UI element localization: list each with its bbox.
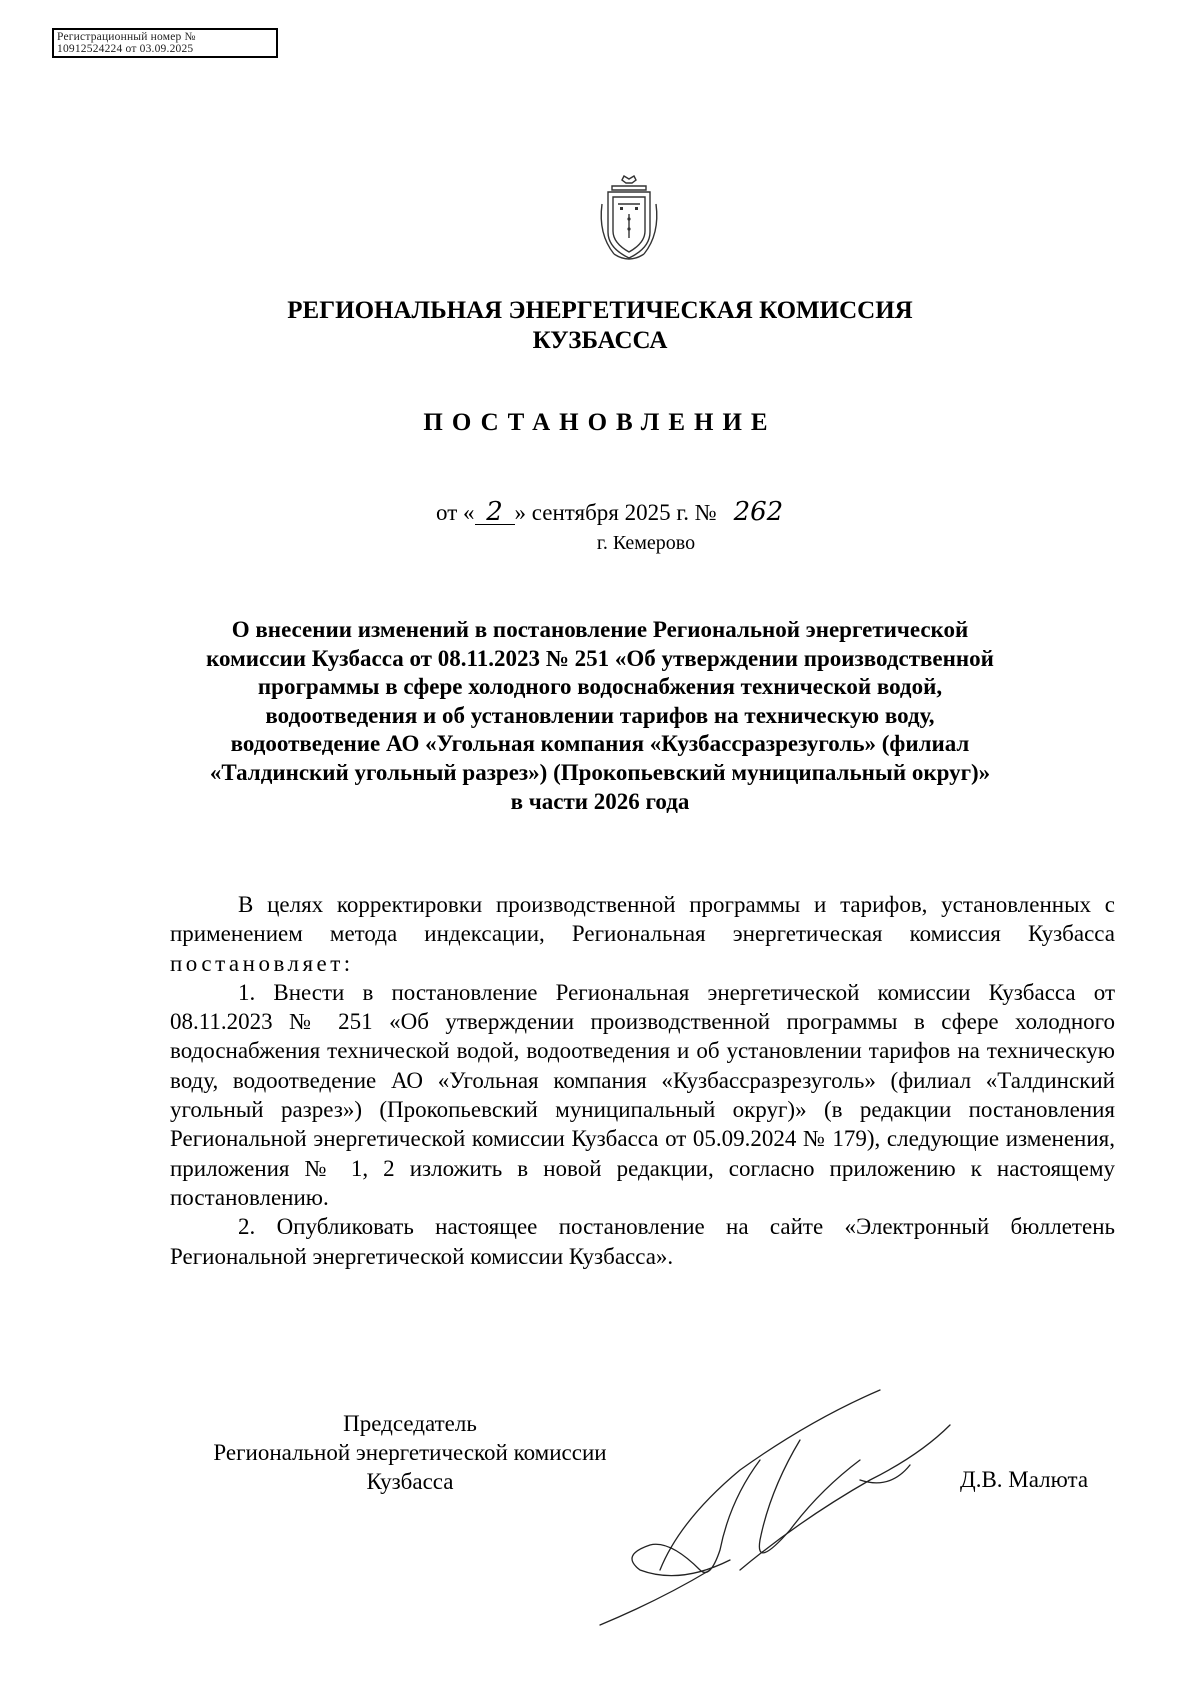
registration-stamp: [52, 28, 278, 58]
signer-title-line-3: Кузбасса: [366, 1469, 454, 1494]
subject-line-2: комиссии Кузбасса от 08.11.2023 № 251 «Об утверждении производственной: [206, 645, 994, 671]
organization-line-1: РЕГИОНАЛЬНАЯ ЭНЕРГЕТИЧЕСКАЯ КОМИССИЯ: [287, 297, 913, 324]
organization-line-2: КУЗБАССА: [532, 327, 668, 354]
subject-line-1: О внесении изменений в постановление Региональной энергетической: [231, 617, 969, 642]
coat-of-arms-emblem-icon: [594, 174, 664, 264]
date-prefix: от «: [436, 500, 475, 525]
handwritten-signature-icon: [560, 1370, 1000, 1630]
signer-title-line-1: Председатель: [343, 1411, 477, 1436]
subject-line-7: в части 2026 года: [510, 788, 690, 814]
subject-line-6: «Талдинский угольный разрез») (Прокопьевский муниципальный округ)»: [209, 759, 991, 785]
decree-word: постановляет:: [170, 950, 354, 976]
signer-name: Д.В. Малюта: [960, 1467, 1089, 1492]
date-day-handwritten: 2: [475, 500, 515, 525]
intro-paragraph: [170, 890, 1115, 978]
registration-line-1: Регистрационный номер №: [57, 31, 196, 43]
registration-line-2: 10912524224 от 03.09.2025: [57, 43, 194, 55]
document-body: [170, 890, 1115, 1271]
subject-line-5: водоотведение АО «Угольная компания «Кузбассразрезуголь» (филиал: [230, 731, 970, 757]
signer-title-line-2: Региональной энергетической комиссии: [213, 1440, 607, 1465]
document-number-handwritten: 262: [733, 497, 784, 527]
document-city: г. Кемерово: [596, 532, 696, 554]
intro-text: В целях корректировки производственной программы и тарифов, установленных с применением метода индексации, Региональная энергетическая комиссия Кузбасса: [170, 892, 1115, 947]
date-middle: » сентября 2025 г. №: [514, 500, 717, 525]
subject-line-4: водоотведения и об установлении тарифов на техническую воду,: [265, 702, 935, 728]
document-type-heading: ПОСТАНОВЛЕНИЕ: [423, 409, 777, 436]
document-subject: [160, 616, 1040, 816]
subject-line-3: программы в сфере холодного водоснабжения технической водой,: [257, 674, 943, 700]
item-2-paragraph: 2. Опубликовать настоящее постановление на сайте «Электронный бюллетень Региональной энергетической комиссии Кузбасса».: [170, 1214, 1115, 1269]
item-1-paragraph: 1. Внести в постановление Региональная энергетической комиссии Кузбасса от 08.11.2023 № 251 «Об утверждении производственной программы в сфере холодного водоснабжения технической водой, водоотведения и об установлении тарифов на техническую воду, водоотведение АО «Угольная компания «Кузбассразрезуголь» (филиал «Талдинский угольный разрез») (Прокопьевский муниципальный округ)» (в редакции постановления Региональной энергетической комиссии Кузбасса от 05.09.2024 № 179), следующие изменения, приложения № 1, 2 изложить в новой редакции, согласно приложению к настоящему постановлению.: [170, 979, 1115, 1210]
document-date-line: [436, 497, 794, 527]
organization-name: [150, 296, 1050, 356]
